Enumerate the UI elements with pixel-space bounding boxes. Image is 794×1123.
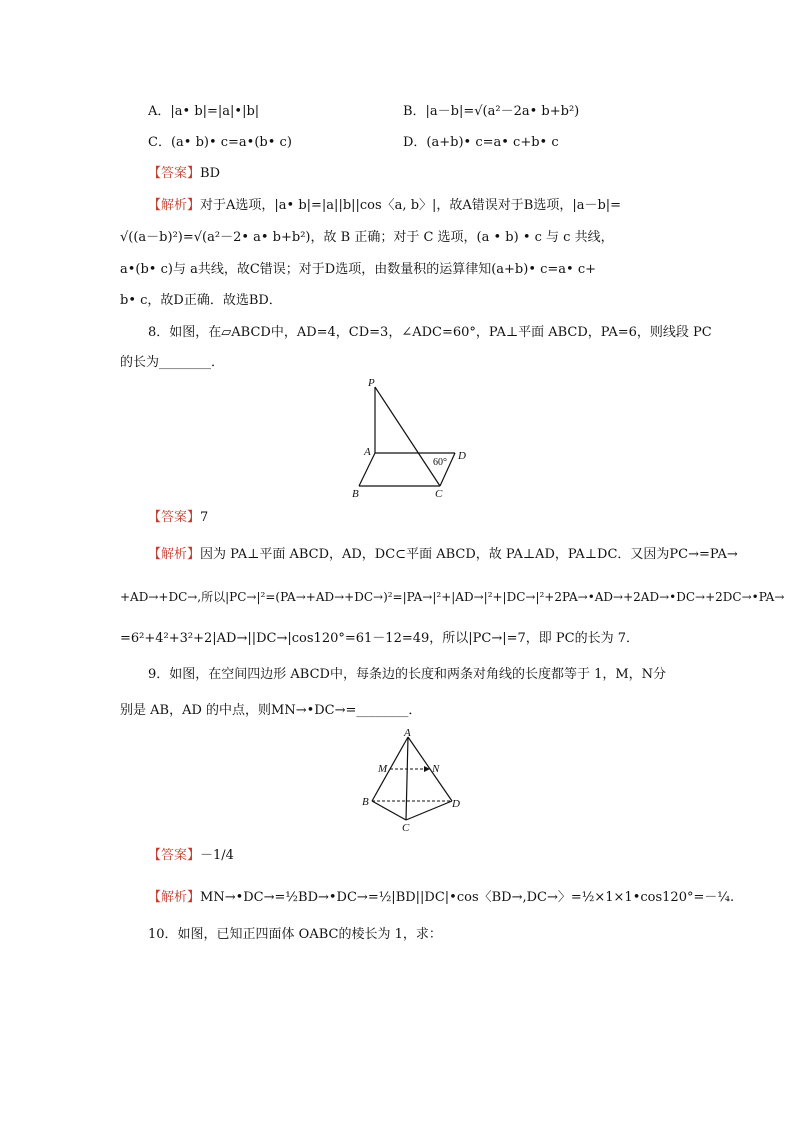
q9-figure: [356, 727, 466, 837]
answer-tag: 【答案】: [148, 510, 201, 525]
q9-question-line-2: 别是 AB，AD 的中点，则MN→•DC→=________．: [120, 703, 422, 718]
q8-analysis-line-1: [148, 545, 738, 565]
answer-tag: 【答案】: [148, 166, 201, 181]
label-c: C: [435, 488, 443, 500]
q7-analysis-line-1: [148, 196, 621, 216]
label-a: A: [404, 727, 411, 739]
q7-option-c: C．(a• b)• c=a•(b• c): [148, 135, 292, 150]
label-b: B: [352, 488, 359, 500]
edge-bc: [372, 801, 406, 820]
label-angle: 60°: [433, 457, 447, 468]
q8-question-line-2: 的长为________．: [120, 355, 225, 370]
edge-ac: [406, 737, 408, 820]
q7-analysis-line-2: √((a－b)²)=√(a²－2• a• b+b²)，故 B 正确；对于 C 选项，(a • b) • c 与 c 共线，: [120, 230, 614, 245]
q8-answer: [148, 508, 208, 528]
q7-answer: [148, 164, 220, 184]
q9-analysis-text: MN→•DC→=½BD→•DC→=½|BD||DC|•cos〈BD→,DC→〉=½×1×1•cos120°=－¼.: [200, 890, 735, 905]
q8-analysis-line-2: +AD→+DC→,所以|PC→|²=(PA→+AD→+DC→)²=|PA→|²+|AD→|²+|DC→|²+2PA→•AD→+2AD→•DC→+2DC→•PA→: [120, 590, 785, 604]
q9-answer-value: －1/4: [200, 848, 234, 863]
q8-answer-value: 7: [200, 510, 209, 525]
analysis-tag: 【解析】: [148, 547, 201, 562]
q7-analysis-line-4: b• c，故D正确．故选BD．: [120, 293, 282, 308]
label-p: P: [368, 377, 375, 389]
q7-answer-value: BD: [200, 166, 220, 181]
label-a: A: [364, 446, 371, 458]
answer-tag: 【答案】: [148, 848, 201, 863]
q7-option-a: A．|a• b|=|a|•|b|: [148, 104, 260, 119]
label-d: D: [452, 798, 460, 810]
q8-analysis-text-1: 因为 PA⊥平面 ABCD，AD，DC⊂平面 ABCD，故 PA⊥AD，PA⊥DC．又因为PC→=PA→: [200, 547, 738, 562]
label-m: M: [378, 763, 388, 775]
q8-figure: [345, 377, 485, 502]
q9-question-line-1: 9．如图，在空间四边形 ABCD中，每条边的长度和两条对角线的长度都等于 1，M，N分: [148, 667, 667, 682]
edge-pc: [375, 387, 440, 486]
q10-question-line-1: 10．如图，已知正四面体 OABC的棱长为 1，求：: [148, 927, 442, 942]
q7-option-d: D．(a+b)• c=a• c+b• c: [403, 135, 559, 150]
q7-analysis-line-3: a•(b• c)与 a共线，故C错误；对于D选项，由数量积的运算律知(a+b)• c=a• c+: [120, 262, 597, 277]
analysis-tag: 【解析】: [148, 198, 201, 213]
edge-cd: [406, 801, 452, 820]
label-d: D: [458, 450, 466, 462]
analysis-tag: 【解析】: [148, 890, 201, 905]
q7-option-b: B．|a－b|=√(a²－2a• b+b²): [403, 104, 580, 119]
q8-analysis-line-3: =6²+4²+3²+2|AD→||DC→|cos120°=61－12=49，所以|PC→|=7，即 PC的长为 7．: [120, 631, 640, 646]
q9-analysis: [148, 888, 734, 908]
label-c: C: [402, 822, 410, 834]
label-b: B: [362, 796, 369, 808]
label-n: N: [432, 763, 440, 775]
q8-question-line-1: 8．如图，在▱ABCD中，AD=4，CD=3，∠ADC=60°，PA⊥平面 ABCD，PA=6，则线段 PC: [148, 325, 712, 340]
q9-answer: [148, 846, 234, 866]
q7-analysis-text-1: 对于A选项，|a• b|=|a||b||cos〈a, b〉|，故A错误对于B选项，|a－b|=: [200, 198, 622, 213]
